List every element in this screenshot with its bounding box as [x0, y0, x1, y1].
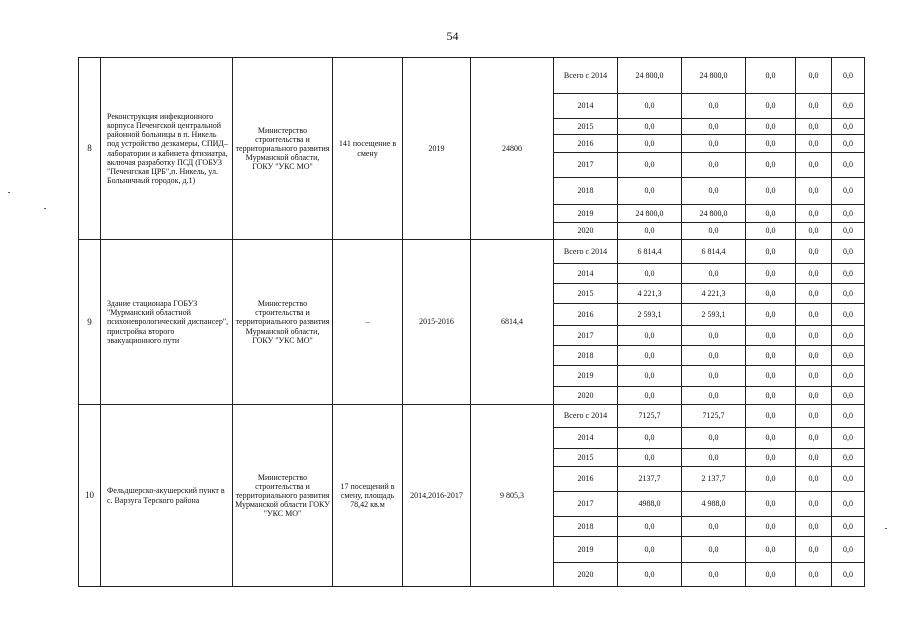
value-local-budget: 0,0: [796, 346, 832, 366]
value-other-sources: 0,0: [832, 119, 865, 135]
value-regional-budget: 4 988,0: [682, 492, 746, 517]
value-total: 0,0: [618, 517, 682, 537]
value-regional-budget: 24 800,0: [682, 205, 746, 223]
value-other-sources: 0,0: [832, 304, 865, 326]
value-local-budget: 0,0: [796, 153, 832, 178]
table-row: [79, 405, 865, 428]
year-cell: 2014: [554, 428, 618, 449]
value-local-budget: 0,0: [796, 264, 832, 284]
value-total: 24 800,0: [618, 205, 682, 223]
value-other-sources: 0,0: [832, 387, 865, 405]
value-other-sources: 0,0: [832, 223, 865, 240]
investment-table: [78, 57, 865, 587]
implementation-period: 2014,2016-2017: [403, 405, 471, 587]
value-other-sources: 0,0: [832, 240, 865, 264]
value-federal-budget: 0,0: [746, 428, 796, 449]
value-regional-budget: 0,0: [682, 153, 746, 178]
row-number: 8: [79, 58, 101, 240]
value-regional-budget: 24 800,0: [682, 58, 746, 94]
year-cell: 2017: [554, 492, 618, 517]
value-total: 0,0: [618, 153, 682, 178]
value-local-budget: 0,0: [796, 205, 832, 223]
year-cell: 2018: [554, 346, 618, 366]
value-federal-budget: 0,0: [746, 517, 796, 537]
value-federal-budget: 0,0: [746, 387, 796, 405]
value-regional-budget: 0,0: [682, 135, 746, 153]
value-other-sources: 0,0: [832, 517, 865, 537]
value-local-budget: 0,0: [796, 240, 832, 264]
value-federal-budget: 0,0: [746, 94, 796, 119]
value-federal-budget: 0,0: [746, 119, 796, 135]
value-other-sources: 0,0: [832, 346, 865, 366]
value-local-budget: 0,0: [796, 223, 832, 240]
value-total: 0,0: [618, 178, 682, 205]
scan-speck: [44, 208, 46, 209]
table-row: [79, 58, 865, 94]
implementation-period: 2015-2016: [403, 240, 471, 405]
value-other-sources: 0,0: [832, 58, 865, 94]
capacity: 141 посещение в смену: [333, 58, 403, 240]
row-number: 10: [79, 405, 101, 587]
year-cell: 2017: [554, 153, 618, 178]
value-other-sources: 0,0: [832, 537, 865, 563]
value-other-sources: 0,0: [832, 428, 865, 449]
value-other-sources: 0,0: [832, 492, 865, 517]
value-federal-budget: 0,0: [746, 537, 796, 563]
value-federal-budget: 0,0: [746, 223, 796, 240]
year-cell: 2018: [554, 517, 618, 537]
object-name: Реконструкция инфекционного корпуса Печенгской центральной районной больницы в п. Никель под устройство дезкамеры, СПИД–лаборатории и кабинета фтизиатра, включая разработку ПСД (ГОБУЗ "Печенгская ЦРБ",п. Никель, ул. Больничный городок, д.1): [101, 58, 233, 240]
estimated-cost: 9 805,3: [471, 405, 554, 587]
estimated-cost: 6814,4: [471, 240, 554, 405]
value-federal-budget: 0,0: [746, 178, 796, 205]
value-other-sources: 0,0: [832, 563, 865, 587]
scan-speck: [885, 528, 887, 529]
value-federal-budget: 0,0: [746, 405, 796, 428]
value-total: 0,0: [618, 449, 682, 467]
year-cell: 2020: [554, 387, 618, 405]
value-total: 0,0: [618, 223, 682, 240]
year-cell: 2016: [554, 304, 618, 326]
value-regional-budget: 0,0: [682, 366, 746, 387]
value-local-budget: 0,0: [796, 428, 832, 449]
value-total: 4 221,3: [618, 284, 682, 304]
value-local-budget: 0,0: [796, 563, 832, 587]
value-regional-budget: 0,0: [682, 178, 746, 205]
year-cell: 2019: [554, 366, 618, 387]
value-local-budget: 0,0: [796, 326, 832, 346]
value-total: 0,0: [618, 94, 682, 119]
value-total: 0,0: [618, 326, 682, 346]
value-local-budget: 0,0: [796, 537, 832, 563]
value-regional-budget: 0,0: [682, 517, 746, 537]
value-other-sources: 0,0: [832, 264, 865, 284]
year-cell: 2018: [554, 178, 618, 205]
value-total: 2 593,1: [618, 304, 682, 326]
value-other-sources: 0,0: [832, 449, 865, 467]
value-total: 0,0: [618, 346, 682, 366]
value-regional-budget: 7125,7: [682, 405, 746, 428]
year-cell: Всего с 2014: [554, 405, 618, 428]
value-regional-budget: 0,0: [682, 119, 746, 135]
value-local-budget: 0,0: [796, 517, 832, 537]
value-federal-budget: 0,0: [746, 449, 796, 467]
value-total: 0,0: [618, 387, 682, 405]
capacity: –: [333, 240, 403, 405]
value-total: 0,0: [618, 428, 682, 449]
value-regional-budget: 2 593,1: [682, 304, 746, 326]
value-local-budget: 0,0: [796, 449, 832, 467]
value-federal-budget: 0,0: [746, 346, 796, 366]
value-other-sources: 0,0: [832, 178, 865, 205]
year-cell: Всего с 2014: [554, 58, 618, 94]
value-federal-budget: 0,0: [746, 284, 796, 304]
year-cell: 2015: [554, 284, 618, 304]
value-total: 24 800,0: [618, 58, 682, 94]
row-number: 9: [79, 240, 101, 405]
value-federal-budget: 0,0: [746, 304, 796, 326]
value-local-budget: 0,0: [796, 467, 832, 492]
value-local-budget: 0,0: [796, 492, 832, 517]
value-regional-budget: 0,0: [682, 326, 746, 346]
value-total: 2137,7: [618, 467, 682, 492]
value-regional-budget: 0,0: [682, 94, 746, 119]
value-other-sources: 0,0: [832, 205, 865, 223]
value-regional-budget: 0,0: [682, 387, 746, 405]
value-total: 0,0: [618, 119, 682, 135]
page-number: 54: [446, 29, 459, 43]
value-federal-budget: 0,0: [746, 264, 796, 284]
value-federal-budget: 0,0: [746, 563, 796, 587]
table-body: [79, 58, 865, 587]
value-total: 0,0: [618, 135, 682, 153]
value-regional-budget: 0,0: [682, 223, 746, 240]
year-cell: 2014: [554, 264, 618, 284]
value-federal-budget: 0,0: [746, 153, 796, 178]
value-total: 0,0: [618, 563, 682, 587]
table-row: [79, 240, 865, 264]
year-cell: 2015: [554, 119, 618, 135]
customer: Министерство строительства и территориального развития Мурманской области, ГОКУ "УКС МО": [233, 58, 333, 240]
year-cell: 2020: [554, 223, 618, 240]
value-other-sources: 0,0: [832, 467, 865, 492]
value-local-budget: 0,0: [796, 58, 832, 94]
value-regional-budget: 0,0: [682, 346, 746, 366]
customer: Министерство строительства и территориального развития Мурманской области ГОКУ "УКС МО": [233, 405, 333, 587]
customer: Министерство строительства и территориального развития Мурманской области, ГОКУ "УКС МО": [233, 240, 333, 405]
value-regional-budget: 6 814,4: [682, 240, 746, 264]
value-other-sources: 0,0: [832, 153, 865, 178]
value-federal-budget: 0,0: [746, 135, 796, 153]
value-local-budget: 0,0: [796, 135, 832, 153]
implementation-period: 2019: [403, 58, 471, 240]
year-cell: 2017: [554, 326, 618, 346]
value-federal-budget: 0,0: [746, 467, 796, 492]
value-local-budget: 0,0: [796, 405, 832, 428]
estimated-cost: 24800: [471, 58, 554, 240]
value-local-budget: 0,0: [796, 304, 832, 326]
scan-speck: [8, 192, 10, 193]
value-other-sources: 0,0: [832, 326, 865, 346]
year-cell: 2019: [554, 205, 618, 223]
value-regional-budget: 0,0: [682, 449, 746, 467]
value-total: 7125,7: [618, 405, 682, 428]
value-other-sources: 0,0: [832, 135, 865, 153]
value-federal-budget: 0,0: [746, 366, 796, 387]
year-cell: 2016: [554, 135, 618, 153]
value-local-budget: 0,0: [796, 178, 832, 205]
value-federal-budget: 0,0: [746, 326, 796, 346]
value-total: 4988,0: [618, 492, 682, 517]
value-local-budget: 0,0: [796, 94, 832, 119]
value-total: 0,0: [618, 264, 682, 284]
object-name: Здание стационара ГОБУЗ "Мурманский областной психоневрологический диспансер", пристройка второго эвакуационного пути: [101, 240, 233, 405]
value-federal-budget: 0,0: [746, 240, 796, 264]
value-local-budget: 0,0: [796, 284, 832, 304]
object-name: Фельдшерско-акушерский пункт в с. Варзуга Терского района: [101, 405, 233, 587]
year-cell: 2016: [554, 467, 618, 492]
value-other-sources: 0,0: [832, 366, 865, 387]
year-cell: 2020: [554, 563, 618, 587]
value-regional-budget: 0,0: [682, 537, 746, 563]
value-other-sources: 0,0: [832, 284, 865, 304]
year-cell: 2014: [554, 94, 618, 119]
value-total: 0,0: [618, 537, 682, 563]
value-regional-budget: 0,0: [682, 563, 746, 587]
value-regional-budget: 0,0: [682, 428, 746, 449]
value-federal-budget: 0,0: [746, 58, 796, 94]
value-local-budget: 0,0: [796, 366, 832, 387]
year-cell: 2019: [554, 537, 618, 563]
value-other-sources: 0,0: [832, 405, 865, 428]
value-other-sources: 0,0: [832, 94, 865, 119]
value-local-budget: 0,0: [796, 387, 832, 405]
year-cell: 2015: [554, 449, 618, 467]
value-total: 6 814,4: [618, 240, 682, 264]
value-total: 0,0: [618, 366, 682, 387]
value-federal-budget: 0,0: [746, 205, 796, 223]
value-regional-budget: 2 137,7: [682, 467, 746, 492]
capacity: 17 посещений в смену, площадь 78,42 кв.м: [333, 405, 403, 587]
value-federal-budget: 0,0: [746, 492, 796, 517]
value-local-budget: 0,0: [796, 119, 832, 135]
value-regional-budget: 4 221,3: [682, 284, 746, 304]
year-cell: Всего с 2014: [554, 240, 618, 264]
value-regional-budget: 0,0: [682, 264, 746, 284]
